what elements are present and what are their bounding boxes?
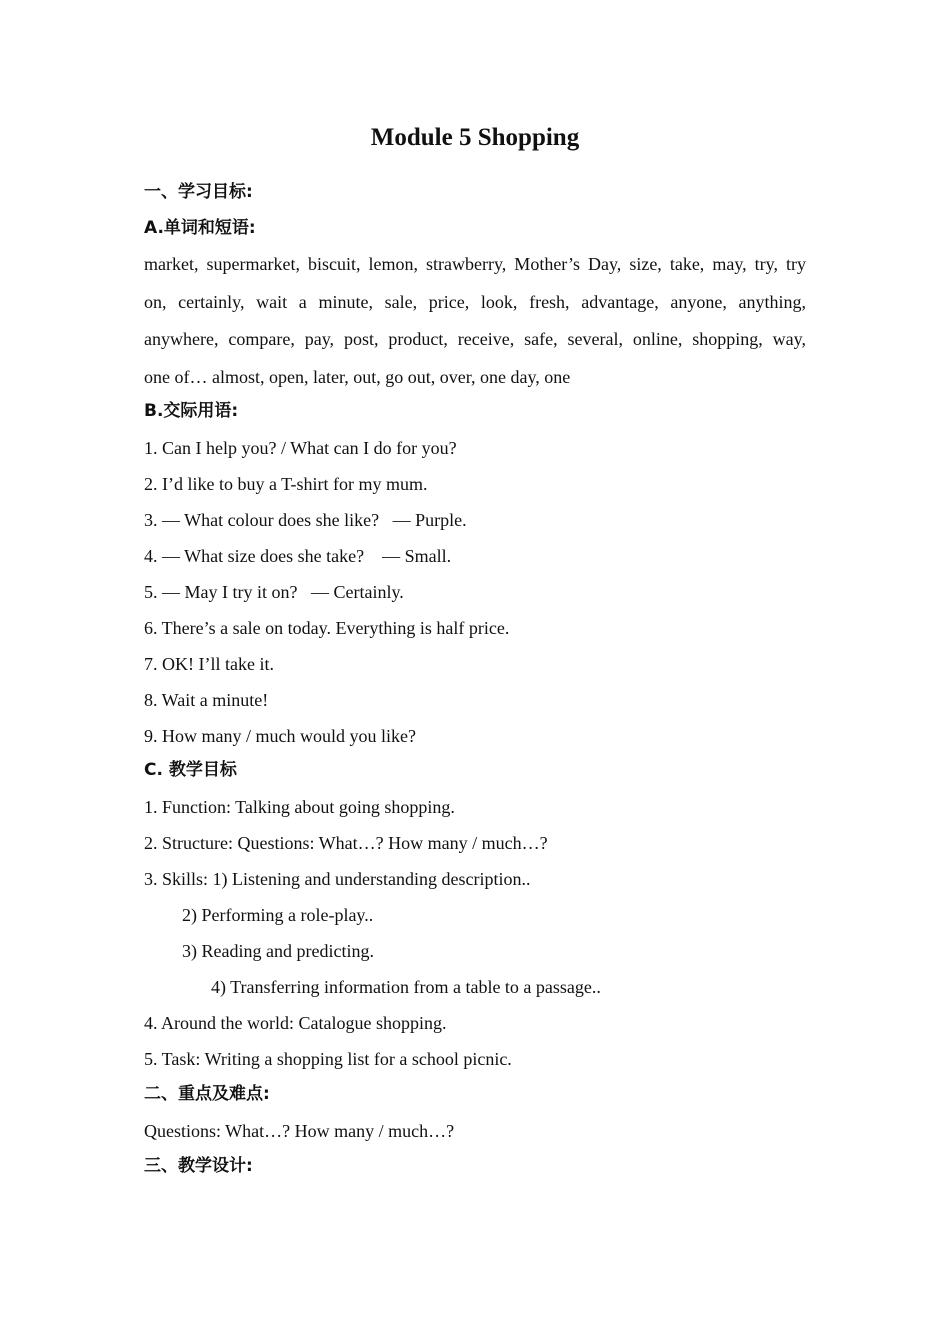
skill-sub-item: 4) Transferring information from a table to a passage..	[211, 977, 601, 997]
partA-heading: A.单词和短语:	[144, 218, 256, 238]
key-points-text: Questions: What…? How many / much…?	[144, 1121, 455, 1141]
expression-item: 8. Wait a minute!	[144, 690, 269, 710]
expression-item: 9. How many / much would you like?	[144, 726, 416, 746]
partC-heading: C. 教学目标	[144, 760, 237, 780]
skill-sub-item: 2) Performing a role-play..	[182, 905, 374, 925]
partB-heading: B.交际用语:	[144, 401, 239, 421]
objective-item: 2. Structure: Questions: What…? How many / much…?	[144, 833, 548, 853]
vocab-line: market, supermarket, biscuit, lemon, strawberry, Mother’s Day, size, take, may, try, try	[144, 254, 806, 274]
document-title: Module 5 Shopping	[370, 124, 580, 151]
expression-item: 4. — What size does she take? — Small.	[144, 546, 452, 566]
expression-item: 7. OK! I’ll take it.	[144, 654, 274, 674]
section3-heading: 三、教学设计:	[144, 1156, 253, 1176]
section2-heading: 二、重点及难点:	[144, 1084, 270, 1104]
objective-item: 1. Function: Talking about going shopping.	[144, 797, 455, 817]
objective-item: 5. Task: Writing a shopping list for a school picnic.	[144, 1049, 512, 1069]
skill-sub-item: 3) Reading and predicting.	[182, 941, 374, 961]
objective-item: 4. Around the world: Catalogue shopping.	[144, 1013, 447, 1033]
objective-item: 3. Skills: 1) Listening and understanding description..	[144, 869, 531, 889]
expression-item: 5. — May I try it on? — Certainly.	[144, 582, 404, 602]
section1-heading: 一、学习目标:	[144, 182, 253, 202]
vocab-line: anywhere, compare, pay, post, product, receive, safe, several, online, shopping, way,	[144, 329, 806, 349]
expression-item: 6. There’s a sale on today. Everything is half price.	[144, 618, 510, 638]
expression-item: 2. I’d like to buy a T-shirt for my mum.	[144, 474, 428, 494]
expression-item: 1. Can I help you? / What can I do for you?	[144, 438, 457, 458]
vocab-line: on, certainly, wait a minute, sale, price, look, fresh, advantage, anyone, anything,	[144, 292, 806, 312]
expression-item: 3. — What colour does she like? — Purple.	[144, 510, 467, 530]
vocab-line: one of… almost, open, later, out, go out, over, one day, one	[144, 367, 571, 387]
